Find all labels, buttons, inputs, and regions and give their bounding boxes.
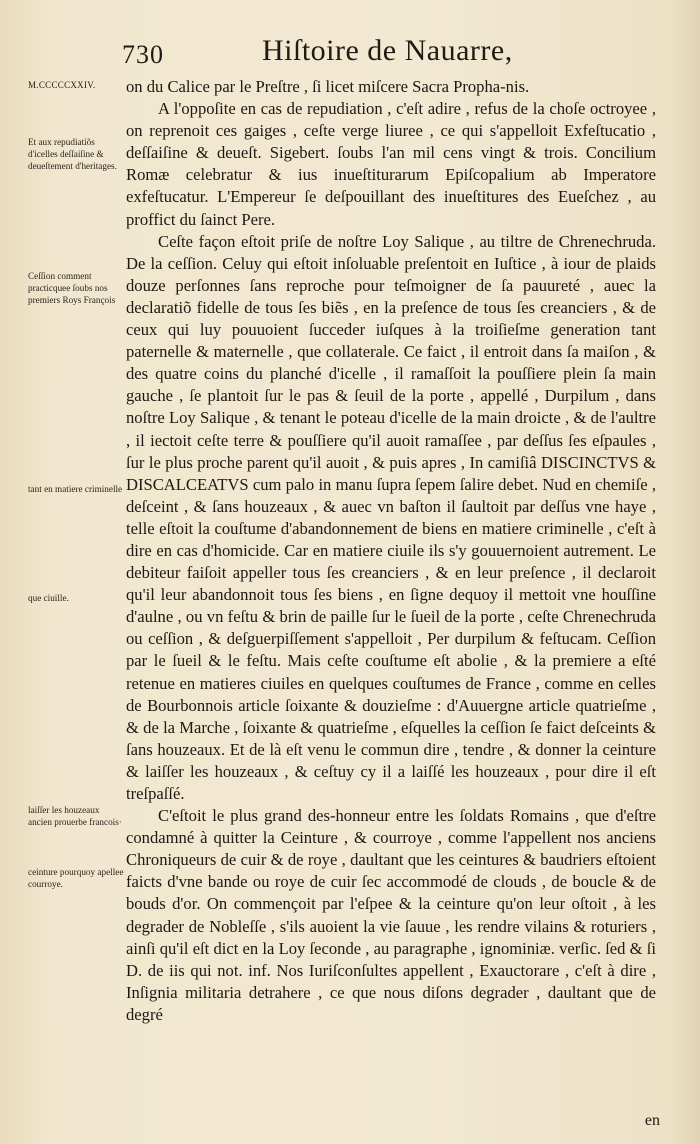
paragraph: C'eſtoit le plus grand des-honneur entre les ſoldats Romains , que d'eſtre condamné à quitter la Ceinture , & courroye , comme l'appellent nos anciens Chroniqueurs de cuir & de roye , daultant que les ceintures & baudriers eſtoient faicts d'vne bande ou roye de cuir ſec accommodé de clouds , de boucle & de bouds d'or. On commençoit par l'eſpee & la ceinture qu'on leur oſtoit , à les degrader de Nobleſſe , s'ils auoient la vie ſauue , les rendre vilains & roturiers , ainſi qu'il eſt dict en la Loy ſeconde , au paragraphe , ignominiæ. verſic. ſed & ſi D. de iis qui not. inf. Nos Iuriſconſultes appellent , Exauctorare , c'eſt à dire , Inſignia militaria detrahere , ce que nous diſons degrader , daultant que de degré xyxy=(126,806,656,1024)
running-title: Hiſtoire de Nauarre, xyxy=(262,34,513,67)
paragraph: A l'oppoſite en cas de repudiation , c'eſt adire , refus de la choſe octroyee , on reprenoit ces gaiges , ceſte verge liuree , ce qui s'appelloit Exfeſtucatio , deſſaiſine & deueſt. Sigebert. ſoubs l'an mil cens vingt & trois. Concilium Romæ celebratur & ius inueſtiturarum Epiſcopalium ab Imperatore exfeſtucatur. L'Empereur ſe deſpouillant des inueſtitures des Eueſchez , au proffict du ſainct Pere. xyxy=(126,99,656,229)
paragraph: Ceſte façon eſtoit priſe de noſtre Loy Salique , au tiltre de Chrenechruda. De la ceſſion. Celuy qui eſtoit inſoluable preſentoit en Iuſtice , à iour de plaids douze perſonnes ſans reproche pour teſmoigner de ſa pauureté , auec la declaratiõ fidelle de tous ſes biẽs , en la preſence de tous ſes creanciers , & de ceux qui luy pouuoient ſucceder iuſques à la troiſieſme generation tant paternelle & maternelle , que collaterale. Ce faict , il entroit dans ſa maiſon , & des quatre coins du planché d'icelle , il ramaſſoit la pouſſiere plein ſa main gauche , ſe plantoit ſur le pas & ſeuil de la porte , appellé , Durpilum , dans noſtre Loy Salique , & tenant le poteau d'icelle de la main droicte , & de l'aultre , il iectoit ceſte terre & pouſſiere qu'il auoit ramaſſee , par deſſus ſes eſpaules , ſur le plus proche parent qu'il auoit , & puis apres , In camiſiâ DISCINCTVS & DISCALCEATVS cum palo in manu ſupra ſepem ſalire debet. Nud en chemiſe , deſceint , & ſans houzeaux , & auec vn baſton il ſaultoit par deſſus vne haye , telle eſtoit la couſtume d'abandonnement de biens en matiere criminelle , c'eſt à dire en cas d'homicide. Car en matiere ciuile ils s'y gouuernoient autrement. Le debiteur faiſoit appeller tous ſes creanciers , & en leur preſence , il declaroit qu'il leur abandonnoit tous ſes biens , en ſigne dequoy il mettoit vne houſſine d'aulne , ou vn feſtu & brin de paille ſur le ſueil de la porte , ceſte Chrenechruda ou ceſſion , & deſguerpiſſement s'appelloit , Per durpilum & feſtucam. Ceſſion par le ſueil & le feſtu. Mais ceſte couſtume eſt abolie , & la premiere a eſté retenue en matieres ciuiles en quelques couſtumes de France , comme en celles de Bourbonnois article ſoixante & douzieſme : d'Auuergne article quatrieſme , & de la Marche , ſoixante & quatrieſme , eſquelles la ceſſion ſe faict deſceints & ſans houzeaux. Et de là eſt venu le commun dire , tendre , & donner la ceinture & laiſſer les houzeaux , & ceſtuy cy il a laiſſé les houzeaux , pour dire il eſt treſpaſſé. xyxy=(126,231,656,803)
page-number: 730 xyxy=(122,40,164,69)
margin-note: que ciuille. xyxy=(28,593,69,603)
year-marker: M.CCCCCXXIV. xyxy=(28,80,96,90)
margin-note: Ceſſion comment practicquee ſoubs nos premiers Roys François xyxy=(28,271,116,305)
catchword: en xyxy=(644,1112,660,1129)
paragraph: on du Calice par le Preſtre , ſi licet miſcere Sacra Propha-nis. xyxy=(126,77,530,96)
margin-note: laiſſer les houzeaux ancien prouerbe francois· xyxy=(28,805,122,827)
page-edge-shadow xyxy=(670,0,700,1144)
margin-note: Et aux repudiatiõs d'icelles deſſaiſine & deueſtement d'heritages. xyxy=(28,137,117,171)
margin-note: tant en matiere criminelle xyxy=(28,484,123,494)
margin-notes xyxy=(0,0,124,1144)
main-text xyxy=(126,76,656,1026)
margin-note: ceinture pourquoy apellee courroye. xyxy=(28,867,124,889)
